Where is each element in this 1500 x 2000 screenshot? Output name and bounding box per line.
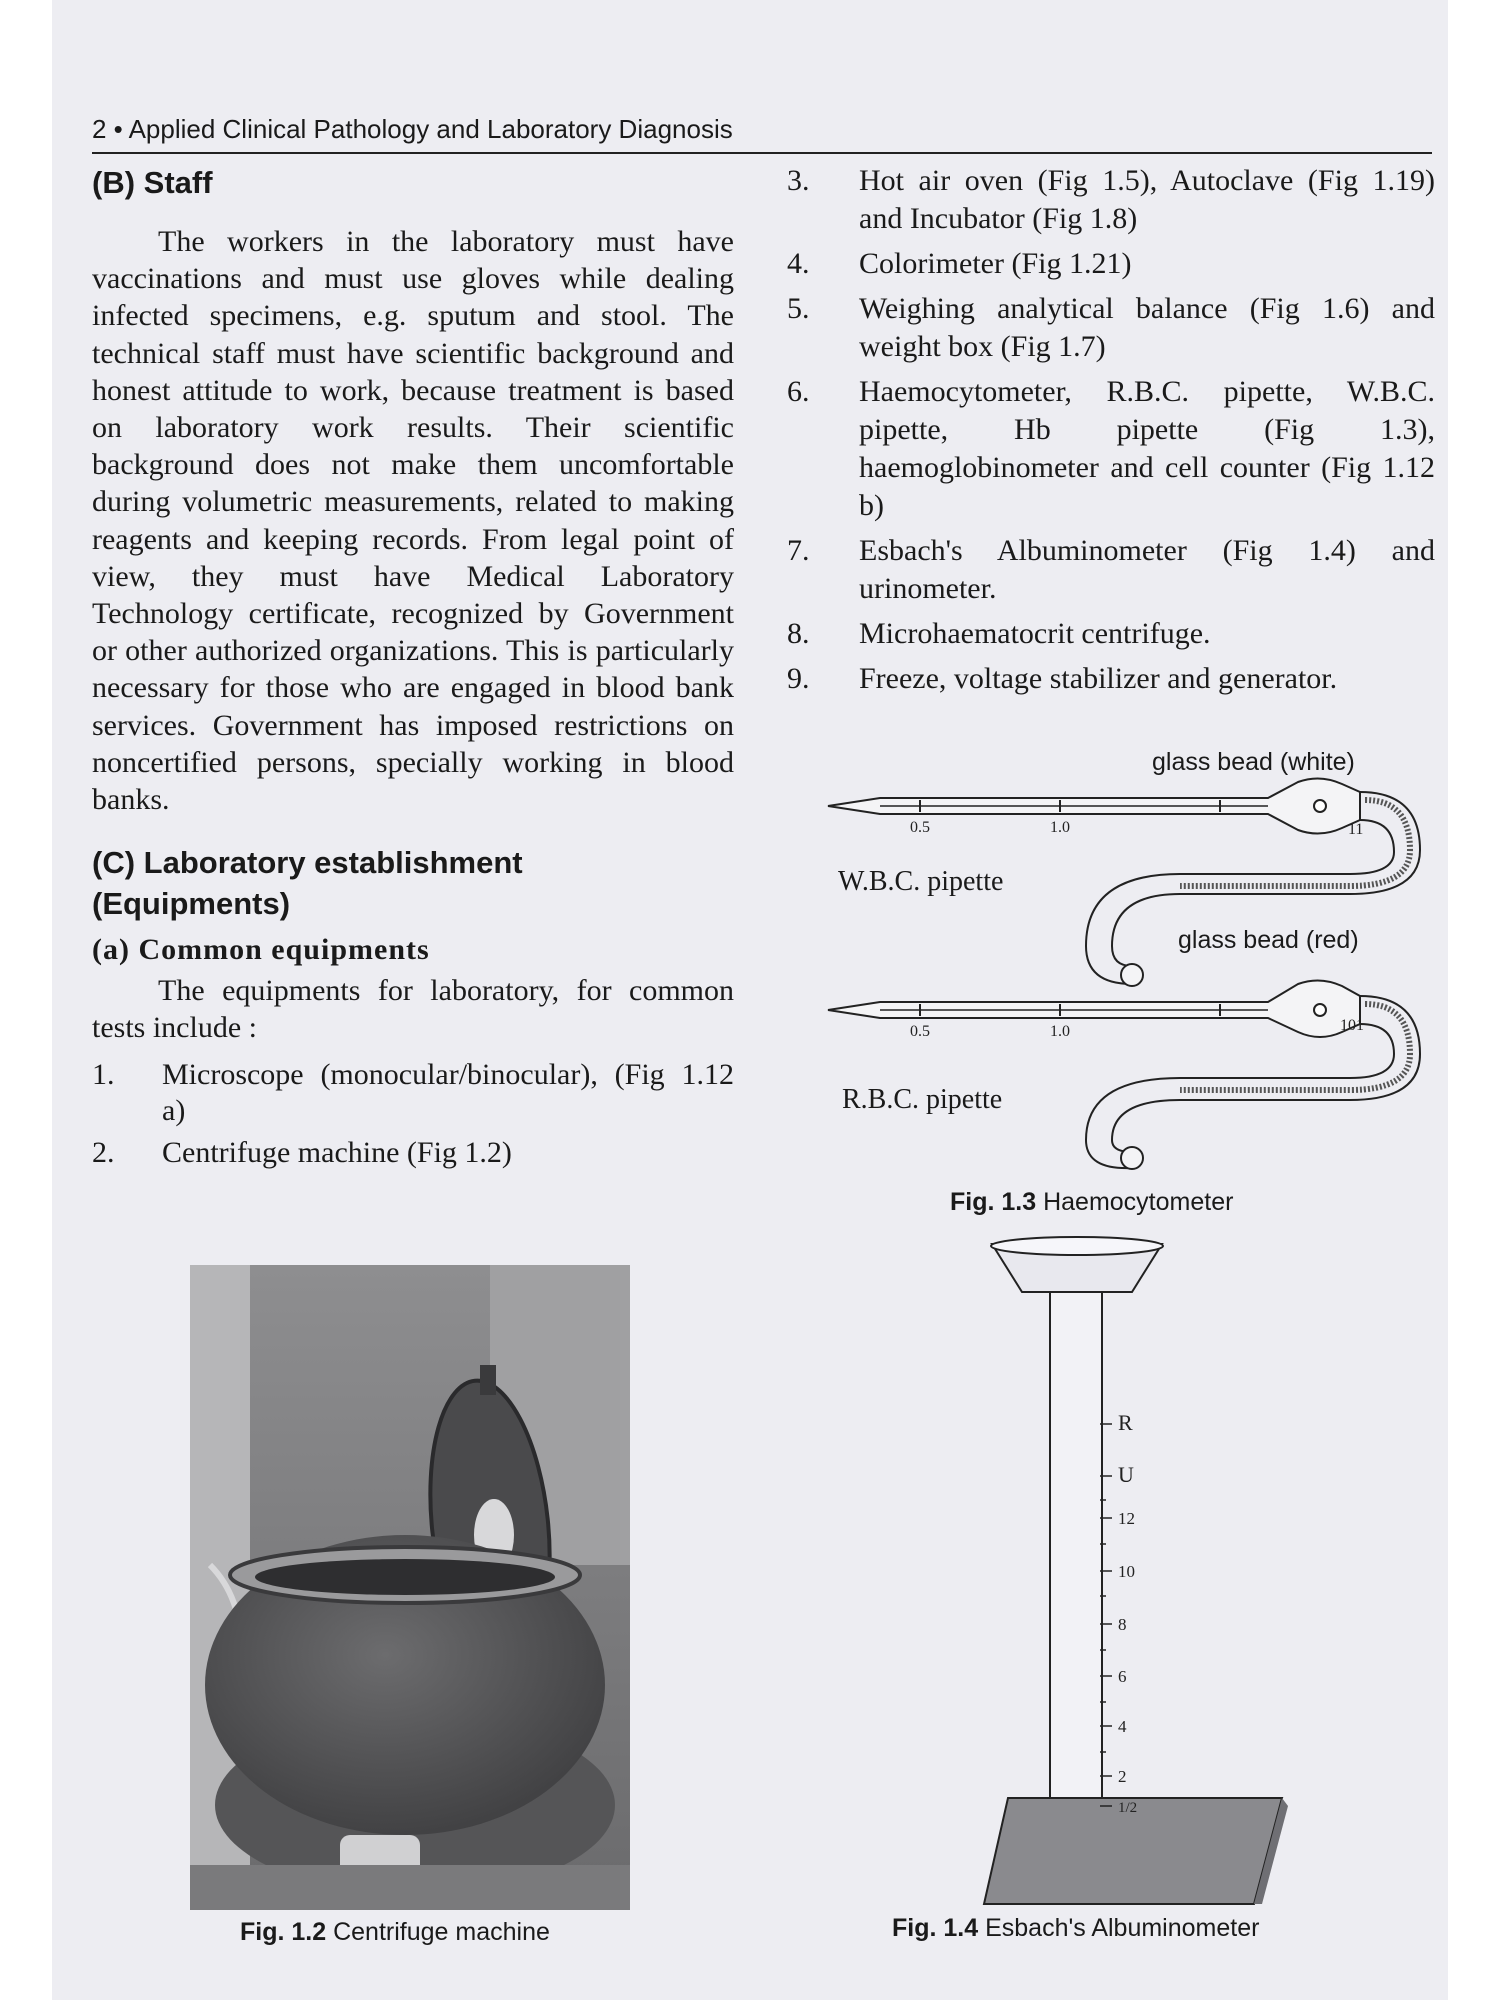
rbc-mark-101: 101	[1340, 1017, 1364, 1034]
staff-paragraph: The workers in the laboratory must have vaccinations and must use gloves while dealing infected specimens, e.g. sputum and stool. The technical staff must have scientific background and honest attitude to work, because treatment is based on laboratory work results. Their scientific background does not make them uncomfortable during volumetric measurements, related to making reagents and keeping records. From legal point of view, they must have Medical Laboratory Technology certificate, recognized by Government or other authorized organizations. This is particularly necessary for those who are engaged in blood bank services. Government has imposed restrictions on noncertified persons, specially working in blood banks.	[92, 225, 734, 817]
fig-1-3-caption	[950, 1188, 1233, 1217]
wbc-bead-label: glass bead (white)	[1152, 748, 1355, 776]
list-item	[787, 373, 1435, 525]
list-item	[92, 1057, 734, 1129]
common-equipments-heading: (a) Common equipments	[92, 933, 430, 967]
albuminometer-mark-12: 12	[1118, 1509, 1135, 1528]
list-text: Weighing analytical balance (Fig 1.6) and weight box (Fig 1.7)	[859, 292, 1435, 363]
centrifuge-illustration	[190, 1265, 630, 1910]
albuminometer-mark-half: 1/2	[1118, 1800, 1138, 1816]
right-column	[787, 162, 1435, 705]
common-intro: The equipments for laboratory, for common tests include :	[92, 974, 734, 1045]
albuminometer-tube	[1050, 1292, 1102, 1852]
list-item	[787, 660, 1435, 698]
list-item	[787, 532, 1435, 608]
fig-1-4-caption	[892, 1914, 1259, 1943]
list-text: Hot air oven (Fig 1.5), Autoclave (Fig 1.19) and Incubator (Fig 1.8)	[859, 164, 1435, 235]
albuminometer-mark-6: 6	[1118, 1667, 1127, 1686]
list-number: 1.	[92, 1057, 115, 1091]
list-text: Colorimeter (Fig 1.21)	[859, 247, 1132, 280]
list-number: 6.	[787, 375, 810, 408]
fig-number: Fig. 1.3	[950, 1188, 1037, 1216]
left-list	[92, 1057, 734, 1171]
rbc-pipette-drawing	[828, 980, 1420, 1169]
header-rule	[92, 152, 1432, 154]
rbc-bead-label: glass bead (red)	[1178, 926, 1359, 954]
list-text: Freeze, voltage stabilizer and generator.	[859, 662, 1338, 695]
fig-title: Centrifuge machine	[333, 1918, 550, 1946]
list-number: 5.	[787, 292, 810, 325]
list-item	[787, 162, 1435, 238]
fig-number: Fig. 1.2	[240, 1918, 327, 1946]
wbc-mark-11: 11	[1348, 821, 1364, 838]
albuminometer-mark-u: U	[1118, 1462, 1134, 1487]
centrifuge-photo	[190, 1265, 630, 1910]
fig-number: Fig. 1.4	[892, 1914, 979, 1942]
list-item	[787, 615, 1435, 653]
list-text: Haemocytometer, R.B.C. pipette, W.B.C. pipette, Hb pipette (Fig 1.3), haemoglobinometer and cell counter (Fig 1.12 b)	[859, 375, 1435, 522]
list-number: 2.	[92, 1135, 115, 1169]
list-text: Microscope (monocular/binocular), (Fig 1.12 a)	[162, 1057, 734, 1127]
fig-title: Haemocytometer	[1043, 1188, 1234, 1216]
left-column	[92, 162, 734, 1177]
albuminometer-mark-4: 4	[1118, 1717, 1127, 1736]
staff-heading: (B) Staff	[92, 165, 213, 200]
wbc-mark-0-5: 0.5	[910, 819, 930, 836]
albuminometer-mark-10: 10	[1118, 1562, 1135, 1581]
rbc-mark-1-0: 1.0	[1050, 1023, 1070, 1040]
list-number: 7.	[787, 534, 810, 567]
list-item	[92, 1135, 734, 1171]
rbc-pipette-label: R.B.C. pipette	[842, 1084, 1003, 1115]
wbc-pipette-label: W.B.C. pipette	[838, 866, 1004, 897]
albuminometer-mark-2: 2	[1118, 1767, 1127, 1786]
fig-1-2-caption	[240, 1918, 550, 1947]
wbc-mark-1-0: 1.0	[1050, 819, 1070, 836]
list-number: 4.	[787, 247, 810, 280]
albuminometer-mark-r: R	[1118, 1410, 1133, 1435]
list-item	[787, 290, 1435, 366]
book-page	[52, 0, 1448, 2000]
list-text: Esbach's Albuminometer (Fig 1.4) and urinometer.	[859, 534, 1435, 605]
list-number: 3.	[787, 164, 810, 197]
albuminometer-figure	[962, 1236, 1332, 1906]
list-item	[787, 245, 1435, 283]
list-number: 9.	[787, 662, 810, 695]
list-text: Centrifuge machine (Fig 1.2)	[162, 1135, 512, 1169]
albuminometer-mark-8: 8	[1118, 1615, 1127, 1634]
lab-establishment-heading: (C) Laboratory establishment (Equipments)	[92, 845, 523, 922]
list-text: Microhaematocrit centrifuge.	[859, 617, 1211, 650]
rbc-mark-0-5: 0.5	[910, 1023, 930, 1040]
running-header: 2 • Applied Clinical Pathology and Laboratory Diagnosis	[92, 114, 733, 144]
list-number: 8.	[787, 617, 810, 650]
fig-title: Esbach's Albuminometer	[985, 1914, 1260, 1942]
